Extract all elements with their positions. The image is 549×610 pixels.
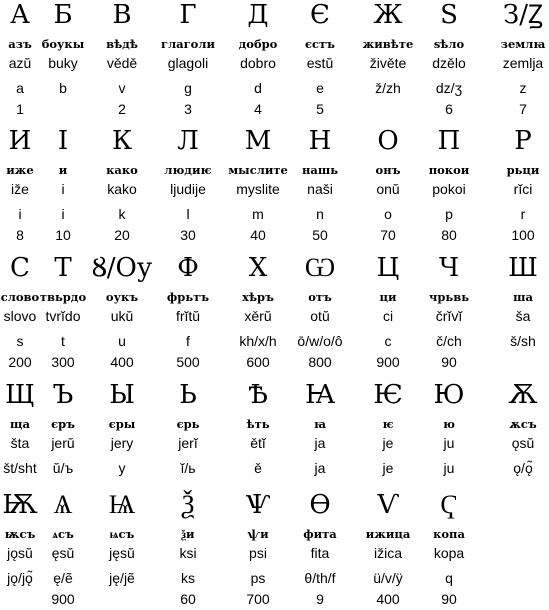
letter-sound: č/ch bbox=[436, 333, 462, 349]
letter-glyph: Ч bbox=[438, 253, 460, 283]
letter-cell bbox=[354, 0, 422, 120]
letter-name: єръ bbox=[51, 417, 75, 431]
letter-cell bbox=[286, 126, 354, 246]
letter-glyph: П bbox=[437, 126, 461, 156]
letter-glyph: Ȣ/Оу bbox=[91, 253, 153, 283]
letter-sound: q bbox=[445, 570, 453, 586]
letter-transliteration: jerĭ bbox=[178, 435, 198, 451]
letter-transliteration: zemlja bbox=[502, 55, 544, 71]
letter-sound: f bbox=[186, 333, 190, 349]
letter-numeric-value: 5 bbox=[316, 101, 324, 117]
letter-glyph: Х bbox=[248, 253, 268, 283]
letter-name: иже bbox=[6, 163, 34, 177]
letter-sound: l bbox=[186, 206, 190, 222]
letter-name: чрьвь bbox=[428, 290, 470, 304]
letter-name: єры bbox=[108, 417, 136, 431]
letter-sound: m bbox=[252, 206, 264, 222]
letter-glyph: Ф bbox=[177, 253, 199, 283]
letter-cell bbox=[88, 0, 156, 120]
letter-sound: y bbox=[118, 460, 126, 476]
letter-numeric-value: 700 bbox=[246, 591, 270, 607]
letter-name: и bbox=[58, 163, 68, 177]
letter-name: ѯи bbox=[181, 527, 195, 541]
letter-numeric-value: 3 bbox=[184, 101, 192, 117]
letter-transliteration: ksi bbox=[179, 545, 197, 561]
letter-cell bbox=[224, 380, 292, 500]
letter-transliteration: črĭvĭ bbox=[435, 308, 463, 324]
letter-transliteration: estŭ bbox=[306, 55, 334, 71]
letter-sound: ŭ/ъ bbox=[52, 460, 74, 476]
letter-name: ю bbox=[443, 417, 455, 431]
letter-numeric-value: 40 bbox=[250, 227, 266, 243]
letter-name: нашь bbox=[301, 163, 339, 177]
letter-sound: ję/jẽ bbox=[109, 570, 135, 586]
letter-numeric-value: 9 bbox=[316, 591, 324, 607]
letter-cell bbox=[154, 253, 222, 373]
letter-sound: š/sh bbox=[510, 333, 536, 349]
letter-cell bbox=[224, 0, 292, 120]
letter-transliteration: xěrŭ bbox=[244, 308, 272, 324]
letter-name: слово bbox=[0, 290, 40, 304]
letter-cell bbox=[29, 490, 97, 610]
letter-sound: ju bbox=[443, 460, 455, 476]
letter-glyph: Ы bbox=[109, 380, 135, 410]
letter-numeric-value: 50 bbox=[312, 227, 328, 243]
letter-sound: i bbox=[61, 206, 65, 222]
letter-cell bbox=[489, 0, 549, 120]
letter-transliteration: ǫsŭ bbox=[511, 435, 535, 451]
letter-numeric-value: 4 bbox=[254, 101, 262, 117]
letter-glyph: Г bbox=[179, 0, 197, 30]
letter-name: мыслите bbox=[228, 163, 288, 177]
letter-numeric-value: 90 bbox=[441, 354, 457, 370]
letter-cell bbox=[154, 490, 222, 610]
letter-cell bbox=[29, 380, 97, 500]
letter-name: добро bbox=[238, 37, 278, 51]
letter-sound: ǫ/ǫ̃ bbox=[513, 460, 533, 476]
letter-name: како bbox=[106, 163, 138, 177]
letter-transliteration: pokoi bbox=[432, 181, 466, 197]
letter-glyph: І bbox=[57, 126, 69, 156]
letter-sound: z bbox=[519, 80, 527, 96]
letter-glyph: Т bbox=[54, 253, 72, 283]
letter-cell bbox=[415, 380, 483, 500]
letter-numeric-value: 20 bbox=[114, 227, 130, 243]
letter-name: оукъ bbox=[105, 290, 139, 304]
letter-sound: jǫ/jǫ̃ bbox=[7, 570, 33, 586]
letter-name: онъ bbox=[375, 163, 401, 177]
letter-sound: s bbox=[16, 333, 24, 349]
letter-transliteration: ětĭ bbox=[250, 435, 266, 451]
letter-name: ци bbox=[379, 290, 397, 304]
letter-glyph: В bbox=[112, 0, 132, 30]
letter-sound: n bbox=[316, 206, 324, 222]
letter-sound: ě bbox=[254, 460, 262, 476]
letter-sound: ja bbox=[314, 460, 326, 476]
letter-numeric-value: 300 bbox=[51, 354, 75, 370]
letter-name: твьрдо bbox=[39, 290, 87, 304]
letter-name: живѣте bbox=[362, 37, 414, 51]
letter-transliteration: dobro bbox=[240, 55, 276, 71]
letter-numeric-value: 6 bbox=[445, 101, 453, 117]
letter-sound: ĭ/ь bbox=[180, 460, 196, 476]
letter-glyph: Ѵ bbox=[376, 490, 400, 520]
letter-sound: o bbox=[384, 206, 392, 222]
letter-glyph: М bbox=[244, 126, 272, 156]
letter-name: людиѥ bbox=[164, 163, 212, 177]
letter-glyph: Б bbox=[53, 0, 73, 30]
letter-cell bbox=[154, 126, 222, 246]
letter-name: вѣдѣ bbox=[106, 37, 138, 51]
letter-cell bbox=[224, 126, 292, 246]
letter-transliteration: ju bbox=[443, 435, 455, 451]
letter-glyph: Ҁ bbox=[440, 490, 458, 520]
letter-transliteration: vědě bbox=[106, 55, 138, 71]
letter-numeric-value: 900 bbox=[51, 591, 75, 607]
letter-transliteration: ižica bbox=[373, 545, 402, 561]
letter-glyph: Ѫ bbox=[508, 380, 538, 410]
letter-transliteration: jerŭ bbox=[51, 435, 75, 451]
letter-sound: je bbox=[382, 460, 394, 476]
letter-sound: kh/x/h bbox=[239, 333, 277, 349]
letter-sound: d bbox=[254, 80, 262, 96]
letter-transliteration: šta bbox=[10, 435, 30, 451]
letter-numeric-value: 30 bbox=[180, 227, 196, 243]
letter-cell bbox=[29, 0, 97, 120]
letter-numeric-value: 80 bbox=[441, 227, 457, 243]
letter-name: отъ bbox=[308, 290, 332, 304]
letter-sound: dz/ʒ bbox=[435, 80, 463, 96]
letter-transliteration: jery bbox=[110, 435, 134, 451]
letter-glyph: Є bbox=[310, 0, 330, 30]
letter-glyph: Ѱ bbox=[245, 490, 271, 520]
letter-glyph: Ъ bbox=[52, 380, 74, 410]
letter-cell bbox=[415, 253, 483, 373]
letter-sound: e bbox=[316, 80, 324, 96]
letter-cell bbox=[354, 253, 422, 373]
letter-glyph: Л bbox=[177, 126, 199, 156]
letter-transliteration: fita bbox=[310, 545, 330, 561]
letter-name: єрь bbox=[176, 417, 200, 431]
letter-transliteration: živěte bbox=[369, 55, 407, 71]
letter-numeric-value: 8 bbox=[16, 227, 24, 243]
letter-name: ѥ bbox=[382, 417, 394, 431]
letter-name: ѩсъ bbox=[109, 527, 135, 541]
letter-transliteration: ša bbox=[515, 308, 531, 324]
letter-cell bbox=[224, 490, 292, 610]
letter-transliteration: jęsŭ bbox=[109, 545, 135, 561]
letter-transliteration: azŭ bbox=[8, 55, 32, 71]
letter-transliteration: rĭci bbox=[513, 181, 533, 197]
letter-glyph: Ь bbox=[179, 380, 197, 410]
letter-sound: k bbox=[118, 206, 126, 222]
letter-numeric-value: 500 bbox=[176, 354, 200, 370]
letter-glyph: Ц bbox=[376, 253, 400, 283]
letter-transliteration: onŭ bbox=[376, 181, 400, 197]
letter-sound: θ/th/f bbox=[304, 570, 336, 586]
letter-name: єстъ bbox=[305, 37, 335, 51]
letter-sound: v bbox=[118, 80, 126, 96]
letter-sound: u bbox=[118, 333, 126, 349]
letter-transliteration: tvrĭdo bbox=[45, 308, 81, 324]
letter-transliteration: otŭ bbox=[310, 308, 330, 324]
letter-name: фита bbox=[303, 527, 337, 541]
letter-numeric-value: 60 bbox=[180, 591, 196, 607]
letter-cell bbox=[29, 126, 97, 246]
letter-cell bbox=[29, 253, 97, 373]
letter-glyph: Ѕ bbox=[440, 0, 458, 30]
letter-numeric-value: 800 bbox=[308, 354, 332, 370]
letter-name: ѕѣло bbox=[433, 37, 465, 51]
letter-name: ѣть bbox=[246, 417, 270, 431]
letter-numeric-value: 900 bbox=[376, 354, 400, 370]
letter-name: азъ bbox=[8, 37, 32, 51]
letter-sound: c bbox=[384, 333, 392, 349]
letter-sound: ž/zh bbox=[375, 80, 401, 96]
letter-glyph: Ж bbox=[373, 0, 403, 30]
letter-cell bbox=[415, 490, 483, 610]
letter-glyph: И bbox=[8, 126, 32, 156]
letter-cell bbox=[154, 380, 222, 500]
letter-cell bbox=[88, 126, 156, 246]
letter-cell bbox=[88, 380, 156, 500]
letter-name: боукы bbox=[41, 37, 85, 51]
letter-glyph: Ш bbox=[508, 253, 538, 283]
letter-name: ѱи bbox=[247, 527, 269, 541]
letter-transliteration: i bbox=[61, 181, 65, 197]
letter-sound: r bbox=[520, 206, 526, 222]
letter-transliteration: ja bbox=[314, 435, 326, 451]
letter-glyph: Ѧ bbox=[53, 490, 73, 520]
letter-numeric-value: 90 bbox=[441, 591, 457, 607]
letter-transliteration: je bbox=[382, 435, 394, 451]
letter-glyph: Ѭ bbox=[2, 490, 38, 520]
letter-name: копа bbox=[433, 527, 465, 541]
letter-cell bbox=[286, 253, 354, 373]
letter-sound: t bbox=[61, 333, 65, 349]
letter-cell bbox=[88, 490, 156, 610]
letter-transliteration: frĭtŭ bbox=[175, 308, 201, 324]
letter-name: рьци bbox=[506, 163, 540, 177]
letter-glyph: Д bbox=[247, 0, 269, 30]
letter-numeric-value: 70 bbox=[380, 227, 396, 243]
letter-transliteration: dzělo bbox=[432, 55, 466, 71]
letter-transliteration: buky bbox=[48, 55, 78, 71]
letter-sound: g bbox=[184, 80, 192, 96]
letter-name: ижица bbox=[365, 527, 411, 541]
letter-transliteration: ęsŭ bbox=[51, 545, 75, 561]
letter-transliteration: slovo bbox=[3, 308, 37, 324]
letter-name: ѧсъ bbox=[52, 527, 74, 541]
letter-cell bbox=[286, 0, 354, 120]
letter-cell bbox=[489, 126, 549, 246]
letter-glyph: Н bbox=[308, 126, 332, 156]
letter-sound: b bbox=[59, 80, 67, 96]
letter-cell bbox=[88, 253, 156, 373]
letter-cell bbox=[354, 380, 422, 500]
letter-glyph: К bbox=[111, 126, 133, 156]
letter-name: фрьтъ bbox=[166, 290, 210, 304]
letter-name: ꙗ bbox=[314, 417, 326, 431]
letter-glyph: Ѡ bbox=[304, 253, 336, 283]
letter-glyph: Ѥ bbox=[373, 380, 403, 410]
letter-numeric-value: 1 bbox=[16, 101, 24, 117]
letter-name: хѣръ bbox=[242, 290, 274, 304]
letter-transliteration: kako bbox=[107, 181, 137, 197]
letter-numeric-value: 7 bbox=[519, 101, 527, 117]
letter-numeric-value: 400 bbox=[110, 354, 134, 370]
letter-cell bbox=[415, 0, 483, 120]
letter-glyph: Ѣ bbox=[248, 380, 268, 410]
letter-name: землꙗ bbox=[500, 37, 546, 51]
letter-numeric-value: 10 bbox=[55, 227, 71, 243]
letter-cell bbox=[489, 380, 549, 500]
letter-sound: a bbox=[16, 80, 24, 96]
letter-glyph: О bbox=[377, 126, 399, 156]
letter-cell bbox=[354, 126, 422, 246]
letter-name: покои bbox=[428, 163, 470, 177]
letter-sound: ks bbox=[181, 570, 195, 586]
letter-glyph: Р bbox=[514, 126, 532, 156]
letter-sound: ü/v/ÿ bbox=[373, 570, 403, 586]
letter-name: ѫсъ bbox=[509, 417, 537, 431]
letter-glyph: З/Ꙁ bbox=[503, 0, 543, 30]
letter-transliteration: iže bbox=[11, 181, 29, 197]
letter-cell bbox=[154, 0, 222, 120]
letter-numeric-value: 100 bbox=[511, 227, 535, 243]
letter-glyph: Ꙗ bbox=[305, 380, 335, 410]
letter-glyph: С bbox=[10, 253, 30, 283]
letter-transliteration: ljudije bbox=[170, 181, 206, 197]
letter-glyph: Ѩ bbox=[108, 490, 136, 520]
letter-transliteration: glagoli bbox=[167, 55, 209, 71]
letter-cell bbox=[354, 490, 422, 610]
letter-glyph: Ѳ bbox=[309, 490, 331, 520]
letter-name: ша bbox=[513, 290, 533, 304]
letter-transliteration: ci bbox=[382, 308, 394, 324]
letter-glyph: Ѯ bbox=[181, 490, 195, 520]
letter-glyph: Ю bbox=[433, 380, 465, 410]
letter-glyph: А bbox=[10, 0, 30, 30]
letter-numeric-value: 2 bbox=[118, 101, 126, 117]
letter-transliteration: jǫsŭ bbox=[7, 545, 33, 561]
letter-numeric-value: 400 bbox=[376, 591, 400, 607]
letter-transliteration: myslite bbox=[236, 181, 280, 197]
letter-transliteration: ukŭ bbox=[110, 308, 134, 324]
letter-transliteration: psi bbox=[249, 545, 267, 561]
letter-sound: ō/w/o/ô bbox=[297, 333, 343, 349]
letter-name: глаголи bbox=[161, 37, 215, 51]
letter-transliteration: naši bbox=[307, 181, 333, 197]
letter-name: ща bbox=[10, 417, 30, 431]
letter-sound: št/sht bbox=[3, 460, 37, 476]
letter-glyph: Щ bbox=[5, 380, 35, 410]
letter-cell bbox=[286, 380, 354, 500]
letter-sound: p bbox=[445, 206, 453, 222]
letter-numeric-value: 600 bbox=[246, 354, 270, 370]
letter-sound: i bbox=[18, 206, 22, 222]
letter-numeric-value: 200 bbox=[8, 354, 32, 370]
letter-cell bbox=[286, 490, 354, 610]
letter-cell bbox=[489, 253, 549, 373]
letter-cell bbox=[415, 126, 483, 246]
letter-sound: ps bbox=[250, 570, 266, 586]
letter-sound: ę/ẽ bbox=[53, 570, 73, 586]
letter-cell bbox=[224, 253, 292, 373]
letter-name: ѭсъ bbox=[4, 527, 36, 541]
letter-transliteration: kopa bbox=[433, 545, 465, 561]
